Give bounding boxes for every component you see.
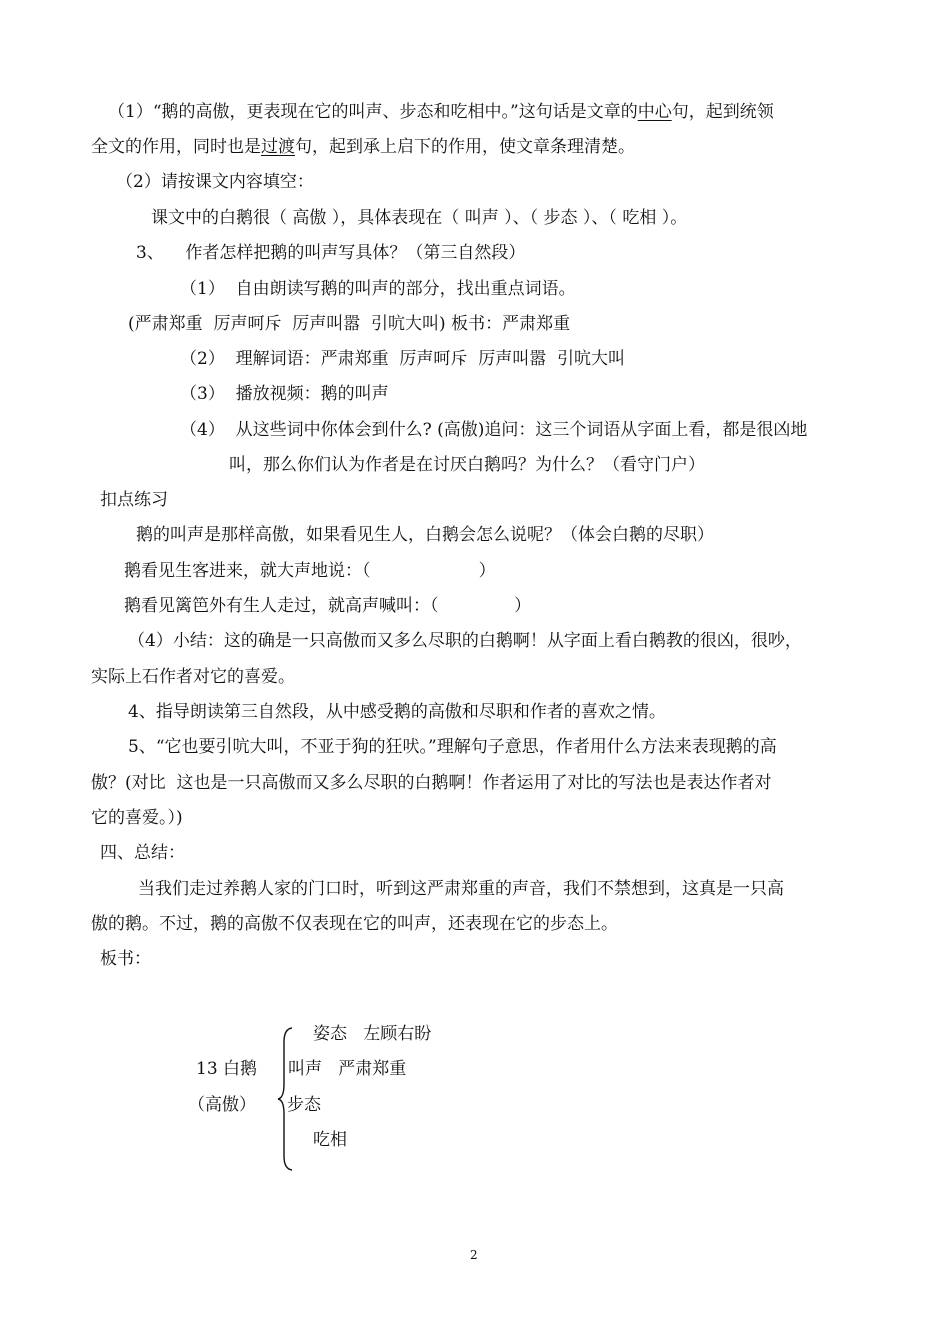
conclusion-line-1: 当我们走过养鹅人家的门口时，听到这严肃郑重的声音，我们不禁想到，这真是一只高 xyxy=(138,879,784,899)
question-1-line-2 xyxy=(91,135,635,159)
step-4: （4） 从这些词中你体会到什么? (高傲)追问：这三个词语从字面上看，都是很凶地 xyxy=(180,420,808,440)
board-title: 13 白鹅 xyxy=(196,1059,258,1079)
page-number: 2 xyxy=(470,1248,478,1262)
section-5-line-3: 它的喜爱。）) xyxy=(91,808,183,828)
blank-answer-center: 中心 xyxy=(637,102,672,122)
question-2-heading: （2）请按课文内容填空： xyxy=(116,172,314,192)
section-5-line-1: 5、“它也要引吭大叫，不亚于狗的狂吠。”理解句子意思，作者用什么方法来表现鹅的高 xyxy=(128,737,777,757)
practice-item-1: 鹅看见生客进来，就大声地说：（ ） xyxy=(124,561,496,581)
step-1: （1） 自由朗读写鹅的叫声的部分，找出重点词语。 xyxy=(180,279,576,299)
conclusion-heading: 四、总结： xyxy=(100,843,185,863)
board-heading: 板书： xyxy=(100,949,151,969)
board-item-posture: 姿态 左顾右盼 xyxy=(313,1024,432,1044)
section-3-heading: 3、 作者怎样把鹅的叫声写具体？（第三自然段） xyxy=(136,243,526,263)
text: 全文的作用，同时也是 xyxy=(91,137,261,157)
text: 句，起到承上启下的作用，使文章条理清楚。 xyxy=(295,137,635,157)
step-3: （3） 播放视频：鹅的叫声 xyxy=(180,384,389,404)
board-item-cry: 叫声 严肃郑重 xyxy=(288,1059,407,1079)
practice-heading: 扣点练习 xyxy=(100,490,168,510)
conclusion-line-2: 傲的鹅。不过，鹅的高傲不仅表现在它的叫声，还表现在它的步态上。 xyxy=(91,914,618,934)
text: （1）“鹅的高傲，更表现在它的叫声、步态和吃相中。”这句话是文章的 xyxy=(108,102,638,122)
board-item-eating: 吃相 xyxy=(313,1130,347,1150)
question-1-line-1 xyxy=(108,100,774,124)
section-4: 4、指导朗读第三自然段，从中感受鹅的高傲和尽职和作者的喜欢之情。 xyxy=(128,702,666,722)
key-words-note: (严肃郑重 厉声呵斥 厉声叫嚣 引吭大叫) 板书：严肃郑重 xyxy=(128,314,571,334)
step-4-continued: 叫，那么你们认为作者是在讨厌白鹅吗？为什么？（看守门户） xyxy=(229,455,705,475)
summary-line-1: （4）小结：这的确是一只高傲而又多么尽职的白鹅啊！从字面上看白鹅教的很凶，很吵， xyxy=(128,631,802,651)
blank-answer-transition: 过渡 xyxy=(261,137,295,157)
board-item-gait: 步态 xyxy=(287,1095,321,1115)
practice-item-2: 鹅看见篱笆外有生人走过，就高声喊叫：（ ） xyxy=(124,596,532,616)
question-2-fill: 课文中的白鹅很（ 高傲 ），具体表现在（ 叫声 ）、（ 步态 ）、（ 吃相 ）。 xyxy=(151,208,688,228)
step-2: （2） 理解词语：严肃郑重 厉声呵斥 厉声叫嚣 引吭大叫 xyxy=(180,349,626,369)
section-5-line-2: 傲？(对比 这也是一只高傲而又多么尽职的白鹅啊！作者运用了对比的写法也是表达作者对 xyxy=(91,773,772,793)
practice-prompt: 鹅的叫声是那样高傲，如果看见生人，白鹅会怎么说呢？（体会白鹅的尽职） xyxy=(136,525,714,545)
summary-line-2: 实际上石作者对它的喜爱。 xyxy=(91,667,295,687)
text: 句，起到统领 xyxy=(671,102,774,122)
board-subtitle: （高傲） xyxy=(188,1095,256,1115)
